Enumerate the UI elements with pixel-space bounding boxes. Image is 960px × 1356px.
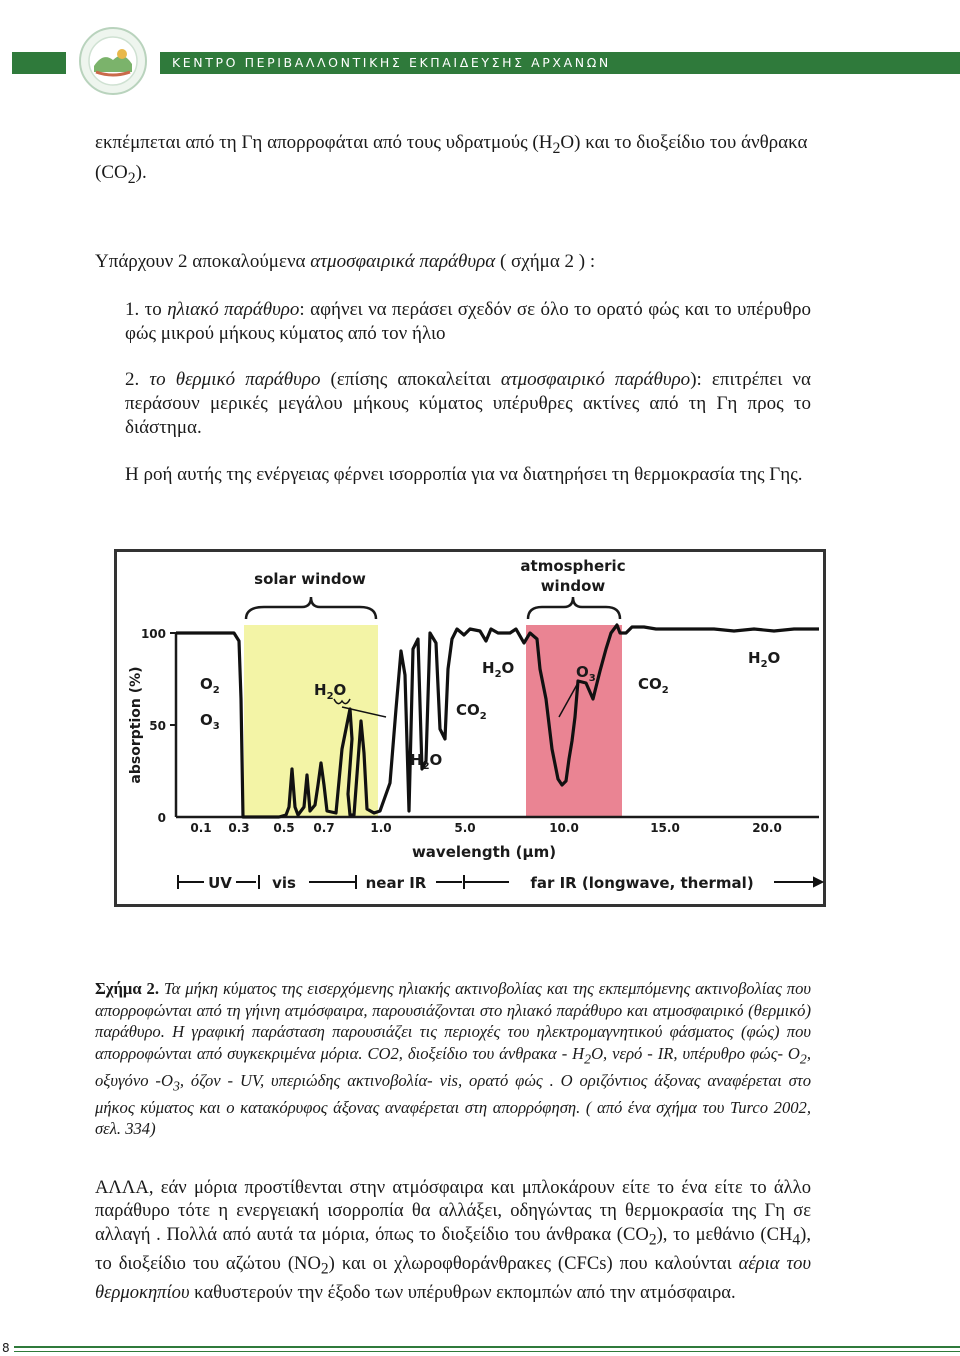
xtick: 10.0 bbox=[549, 821, 579, 835]
xtick: 0.5 bbox=[273, 821, 295, 835]
molecule-label: $H_2O$ bbox=[314, 681, 347, 702]
molecule-label: $H_2O$ bbox=[482, 659, 515, 680]
header-title: ΚΕΝΤΡΟ ΠΕΡΙΒΑΛΛΟΝΤΙΚΗΣ ΕΚΠΑΙΔΕΥΣΗΣ ΑΡΧΑΝΩΝ bbox=[172, 55, 611, 70]
absorption-spectrum-figure bbox=[114, 549, 826, 907]
energy-balance-paragraph: Η ροή αυτής της ενέργειας φέρνει ισορροπία για να διατηρήσει τη θερμοκρασία της Γης. bbox=[125, 464, 803, 485]
atmospheric-window-label-line2: window bbox=[540, 577, 606, 595]
solar-window-label: solar window bbox=[254, 570, 366, 588]
x-axis-label: wavelength (μm) bbox=[411, 843, 557, 861]
molecule-label: $CO_2$ bbox=[456, 701, 487, 722]
figure-caption: Σχήμα 2. Τα μήκη κύματος της εισερχόμενης ηλιακής ακτινοβολίας και της εκπεμπόμενης ακτινοβολίας που απορροφώνται από τη γήινη ατμόσφαιρα, παρουσιάζονται στο ηλιακό παράθυρο και ατμοσφαιρικό (θερμικό) παράθυρο. Η γραφική παράσταση παρουσιάζει τις περιοχές του ηλεκτρομαγνητικού φάσματος (φώς) που απορροφώνται από συγκεκριμένα μόρια. CO2, διοξείδιο του άνθρακα - $H_2O$, νερό - IR, υπέρυθρο φώς- $O_2$, οξυγόνο $-O_3$, όζον - UV, υπεριώδης ακτινοβολία- vis, ορατό φώς . Ο οριζόντιος άξονας αναφέρεται στο μήκος κύματος και ο κατακόρυφος άξονας αναφέρεται στη απορρόφηση. ( από ένα σχήμα του Turco 2002, σελ. 334) bbox=[95, 979, 812, 1139]
y-axis-label: absorption (%) bbox=[128, 666, 144, 784]
xtick: 0.3 bbox=[228, 821, 250, 835]
xtick: 15.0 bbox=[650, 821, 680, 835]
xtick: 5.0 bbox=[454, 821, 476, 835]
xtick: 1.0 bbox=[370, 821, 392, 835]
windows-intro: Υπάρχουν 2 αποκαλούμενα ατμοσφαιρικά παράθυρα ( σχήμα 2 ) : bbox=[95, 251, 596, 272]
ytick-50: 50 bbox=[149, 719, 166, 733]
band-vis: vis bbox=[272, 874, 296, 892]
molecule-label: $O_3$ bbox=[200, 711, 220, 732]
molecule-label: $O_3$ bbox=[576, 663, 596, 684]
footer-rule bbox=[14, 1346, 960, 1348]
ytick-100: 100 bbox=[140, 627, 166, 641]
ytick-0: 0 bbox=[157, 811, 166, 825]
intro-paragraph: εκπέμπεται από τη Γη απορροφάται από τους υδρατμούς $(H_2O)$ και το διοξείδιο του άνθρακα $(CO_2)$. bbox=[95, 132, 808, 187]
thermal-window-item: 2. το θερμικό παράθυρο (επίσης αποκαλείται ατμοσφαιρικό παράθυρο): επιτρέπει να περάσουν μερικές μεγάλου μήκους κύματος υπέρυθρες ακτίνες από τη Γη προς το διάστημα. bbox=[125, 369, 811, 438]
atmospheric-window-label-line1: atmospheric bbox=[520, 557, 626, 575]
center-logo-icon bbox=[78, 26, 148, 96]
molecule-label: $CO_2$ bbox=[638, 675, 669, 696]
molecule-label: $H_2O$ bbox=[410, 751, 443, 772]
xtick: 20.0 bbox=[752, 821, 782, 835]
molecule-label: $H_2O$ bbox=[748, 649, 781, 670]
header-bar-left bbox=[12, 52, 66, 74]
solar-window-item: 1. το ηλιακό παράθυρο: αφήνει να περάσει σχεδόν σε όλο το ορατό φώς και το υπέρυθρο φώς μικρού μήκους κύματος από τον ήλιο bbox=[125, 299, 811, 344]
footer-rule-thin bbox=[14, 1351, 960, 1352]
band-uv: UV bbox=[208, 874, 232, 892]
xtick: 0.7 bbox=[313, 821, 335, 835]
page-number: 8 bbox=[2, 1341, 10, 1355]
band-near-ir: near IR bbox=[365, 874, 427, 892]
molecule-label: $O_2$ bbox=[200, 675, 220, 696]
xtick: 0.1 bbox=[190, 821, 212, 835]
band-far-ir: far IR (longwave, thermal) bbox=[530, 874, 754, 892]
solar-window-region bbox=[244, 625, 378, 816]
greenhouse-gases-paragraph: ΑΛΛΑ, εάν μόρια προστίθενται στην ατμόσφαιρα και μπλοκάρουν είτε το ένα είτε το άλλο παράθυρο τότε η ενεργειακή ισορροπία θα αλλάξει, οδηγώντας τη θερμοκρασία της Γη σε αλλαγή . Πολλά από αυτά τα μόρια, όπως το διοξείδιο του άνθρακα $(CO_2)$, το μεθάνιο $(CH_4)$, το διοξείδιο του αζώτου $(NO_2)$ και οι χλωροφθοράνθρακες (CFCs) που καλούνται αέρια του θερμοκηπίου καθυστερούν την έξοδο των υπέρυθρων εκπομπών από την ατμόσφαιρα. bbox=[95, 1177, 811, 1304]
